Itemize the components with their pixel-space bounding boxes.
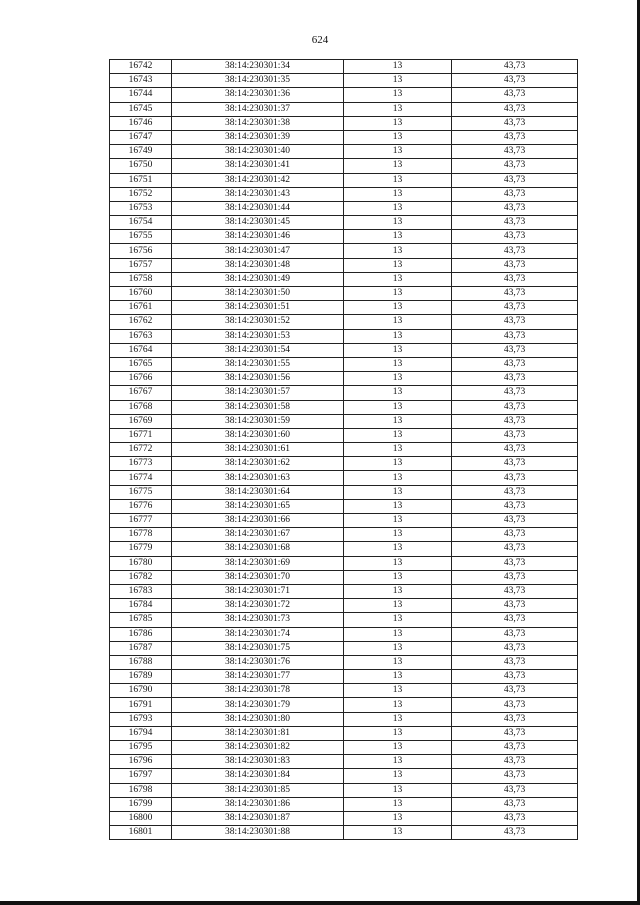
cadastral-number-cell: 38:14:230301:47 [172,244,344,258]
area-cell: 43,73 [452,201,578,215]
quantity-cell: 13 [344,712,452,726]
row-number-cell: 16756 [110,244,172,258]
table-row [110,272,578,286]
cadastral-number-cell: 38:14:230301:65 [172,499,344,513]
quantity-cell: 13 [344,244,452,258]
row-number-cell: 16799 [110,797,172,811]
table-row [110,684,578,698]
cadastral-number-cell: 38:14:230301:83 [172,755,344,769]
area-cell: 43,73 [452,783,578,797]
quantity-cell: 13 [344,499,452,513]
area-cell: 43,73 [452,684,578,698]
row-number-cell: 16787 [110,641,172,655]
cadastral-number-cell: 38:14:230301:68 [172,542,344,556]
cadastral-number-cell: 38:14:230301:73 [172,613,344,627]
area-cell: 43,73 [452,102,578,116]
cadastral-number-cell: 38:14:230301:45 [172,216,344,230]
cadastral-number-cell: 38:14:230301:42 [172,173,344,187]
area-cell: 43,73 [452,726,578,740]
table-row [110,145,578,159]
table-row [110,343,578,357]
quantity-cell: 13 [344,386,452,400]
cadastral-number-cell: 38:14:230301:44 [172,201,344,215]
table-row [110,287,578,301]
area-cell: 43,73 [452,499,578,513]
row-number-cell: 16790 [110,684,172,698]
row-number-cell: 16769 [110,414,172,428]
cadastral-number-cell: 38:14:230301:72 [172,599,344,613]
table-row [110,428,578,442]
table-row [110,216,578,230]
cadastral-number-cell: 38:14:230301:59 [172,414,344,428]
table-row [110,116,578,130]
row-number-cell: 16755 [110,230,172,244]
area-cell: 43,73 [452,414,578,428]
area-cell: 43,73 [452,741,578,755]
cadastral-number-cell: 38:14:230301:63 [172,471,344,485]
cadastral-number-cell: 38:14:230301:78 [172,684,344,698]
row-number-cell: 16788 [110,655,172,669]
area-cell: 43,73 [452,485,578,499]
row-number-cell: 16793 [110,712,172,726]
area-cell: 43,73 [452,357,578,371]
cadastral-number-cell: 38:14:230301:74 [172,627,344,641]
cadastral-number-cell: 38:14:230301:55 [172,357,344,371]
table-row [110,570,578,584]
area-cell: 43,73 [452,514,578,528]
area-cell: 43,73 [452,627,578,641]
row-number-cell: 16745 [110,102,172,116]
quantity-cell: 13 [344,88,452,102]
area-cell: 43,73 [452,655,578,669]
cadastral-number-cell: 38:14:230301:38 [172,116,344,130]
area-cell: 43,73 [452,556,578,570]
area-cell: 43,73 [452,570,578,584]
table-row [110,584,578,598]
table-row [110,258,578,272]
area-cell: 43,73 [452,230,578,244]
area-cell: 43,73 [452,641,578,655]
quantity-cell: 13 [344,74,452,88]
quantity-cell: 13 [344,258,452,272]
row-number-cell: 16764 [110,343,172,357]
table-row [110,201,578,215]
cadastral-number-cell: 38:14:230301:53 [172,329,344,343]
quantity-cell: 13 [344,528,452,542]
table-row [110,130,578,144]
area-cell: 43,73 [452,88,578,102]
row-number-cell: 16767 [110,386,172,400]
area-cell: 43,73 [452,584,578,598]
quantity-cell: 13 [344,428,452,442]
cadastral-number-cell: 38:14:230301:81 [172,726,344,740]
row-number-cell: 16747 [110,130,172,144]
area-cell: 43,73 [452,826,578,840]
row-number-cell: 16762 [110,315,172,329]
cadastral-number-cell: 38:14:230301:86 [172,797,344,811]
row-number-cell: 16796 [110,755,172,769]
quantity-cell: 13 [344,556,452,570]
quantity-cell: 13 [344,414,452,428]
table-row [110,670,578,684]
row-number-cell: 16783 [110,584,172,598]
table-row [110,528,578,542]
table-row [110,244,578,258]
row-number-cell: 16765 [110,357,172,371]
cadastral-number-cell: 38:14:230301:43 [172,187,344,201]
quantity-cell: 13 [344,584,452,598]
quantity-cell: 13 [344,287,452,301]
quantity-cell: 13 [344,570,452,584]
row-number-cell: 16777 [110,514,172,528]
cadastral-number-cell: 38:14:230301:87 [172,811,344,825]
cadastral-number-cell: 38:14:230301:36 [172,88,344,102]
row-number-cell: 16742 [110,60,172,74]
cadastral-number-cell: 38:14:230301:34 [172,60,344,74]
table-row [110,726,578,740]
quantity-cell: 13 [344,315,452,329]
cadastral-number-cell: 38:14:230301:79 [172,698,344,712]
row-number-cell: 16797 [110,769,172,783]
quantity-cell: 13 [344,655,452,669]
quantity-cell: 13 [344,741,452,755]
cadastral-number-cell: 38:14:230301:51 [172,301,344,315]
table-row [110,698,578,712]
quantity-cell: 13 [344,116,452,130]
row-number-cell: 16778 [110,528,172,542]
area-cell: 43,73 [452,287,578,301]
table-row [110,414,578,428]
area-cell: 43,73 [452,443,578,457]
quantity-cell: 13 [344,542,452,556]
quantity-cell: 13 [344,301,452,315]
table-row [110,173,578,187]
area-cell: 43,73 [452,428,578,442]
row-number-cell: 16776 [110,499,172,513]
row-number-cell: 16757 [110,258,172,272]
quantity-cell: 13 [344,514,452,528]
parcel-table [109,59,578,840]
area-cell: 43,73 [452,528,578,542]
table-row [110,88,578,102]
quantity-cell: 13 [344,102,452,116]
table-row [110,712,578,726]
area-cell: 43,73 [452,74,578,88]
quantity-cell: 13 [344,641,452,655]
row-number-cell: 16746 [110,116,172,130]
row-number-cell: 16743 [110,74,172,88]
table-row [110,811,578,825]
row-number-cell: 16800 [110,811,172,825]
area-cell: 43,73 [452,457,578,471]
table-row [110,499,578,513]
cadastral-number-cell: 38:14:230301:56 [172,372,344,386]
row-number-cell: 16768 [110,400,172,414]
quantity-cell: 13 [344,811,452,825]
quantity-cell: 13 [344,159,452,173]
cadastral-number-cell: 38:14:230301:49 [172,272,344,286]
quantity-cell: 13 [344,372,452,386]
row-number-cell: 16791 [110,698,172,712]
quantity-cell: 13 [344,230,452,244]
area-cell: 43,73 [452,670,578,684]
area-cell: 43,73 [452,372,578,386]
row-number-cell: 16771 [110,428,172,442]
cadastral-number-cell: 38:14:230301:80 [172,712,344,726]
quantity-cell: 13 [344,357,452,371]
table-row [110,159,578,173]
row-number-cell: 16801 [110,826,172,840]
cadastral-number-cell: 38:14:230301:82 [172,741,344,755]
quantity-cell: 13 [344,726,452,740]
area-cell: 43,73 [452,145,578,159]
table-row [110,769,578,783]
cadastral-number-cell: 38:14:230301:84 [172,769,344,783]
scan-edge-bottom [0,901,640,905]
quantity-cell: 13 [344,400,452,414]
row-number-cell: 16772 [110,443,172,457]
quantity-cell: 13 [344,329,452,343]
row-number-cell: 16754 [110,216,172,230]
table-row [110,74,578,88]
quantity-cell: 13 [344,670,452,684]
table-row [110,357,578,371]
quantity-cell: 13 [344,457,452,471]
cadastral-number-cell: 38:14:230301:75 [172,641,344,655]
table-row [110,230,578,244]
quantity-cell: 13 [344,145,452,159]
table-row [110,471,578,485]
row-number-cell: 16761 [110,301,172,315]
table-row [110,599,578,613]
quantity-cell: 13 [344,797,452,811]
cadastral-number-cell: 38:14:230301:58 [172,400,344,414]
cadastral-number-cell: 38:14:230301:35 [172,74,344,88]
table-row [110,315,578,329]
area-cell: 43,73 [452,769,578,783]
cadastral-number-cell: 38:14:230301:66 [172,514,344,528]
row-number-cell: 16749 [110,145,172,159]
table-row [110,443,578,457]
row-number-cell: 16744 [110,88,172,102]
cadastral-number-cell: 38:14:230301:46 [172,230,344,244]
quantity-cell: 13 [344,684,452,698]
area-cell: 43,73 [452,542,578,556]
quantity-cell: 13 [344,60,452,74]
quantity-cell: 13 [344,216,452,230]
table-row [110,102,578,116]
area-cell: 43,73 [452,187,578,201]
page-number: 624 [311,34,329,46]
table-row [110,613,578,627]
table-row [110,655,578,669]
row-number-cell: 16750 [110,159,172,173]
quantity-cell: 13 [344,272,452,286]
row-number-cell: 16798 [110,783,172,797]
area-cell: 43,73 [452,755,578,769]
quantity-cell: 13 [344,613,452,627]
quantity-cell: 13 [344,201,452,215]
table-row [110,372,578,386]
cadastral-number-cell: 38:14:230301:70 [172,570,344,584]
cadastral-number-cell: 38:14:230301:71 [172,584,344,598]
row-number-cell: 16760 [110,287,172,301]
cadastral-number-cell: 38:14:230301:85 [172,783,344,797]
cadastral-number-cell: 38:14:230301:37 [172,102,344,116]
table-row [110,514,578,528]
row-number-cell: 16782 [110,570,172,584]
area-cell: 43,73 [452,173,578,187]
area-cell: 43,73 [452,698,578,712]
cadastral-number-cell: 38:14:230301:52 [172,315,344,329]
table-row [110,60,578,74]
area-cell: 43,73 [452,216,578,230]
table-row [110,542,578,556]
area-cell: 43,73 [452,130,578,144]
cadastral-number-cell: 38:14:230301:77 [172,670,344,684]
quantity-cell: 13 [344,627,452,641]
area-cell: 43,73 [452,159,578,173]
row-number-cell: 16763 [110,329,172,343]
area-cell: 43,73 [452,811,578,825]
row-number-cell: 16795 [110,741,172,755]
cadastral-number-cell: 38:14:230301:57 [172,386,344,400]
table-row [110,741,578,755]
quantity-cell: 13 [344,471,452,485]
row-number-cell: 16774 [110,471,172,485]
cadastral-number-cell: 38:14:230301:54 [172,343,344,357]
row-number-cell: 16794 [110,726,172,740]
area-cell: 43,73 [452,301,578,315]
quantity-cell: 13 [344,826,452,840]
area-cell: 43,73 [452,315,578,329]
area-cell: 43,73 [452,400,578,414]
quantity-cell: 13 [344,599,452,613]
cadastral-number-cell: 38:14:230301:40 [172,145,344,159]
table-row [110,329,578,343]
cadastral-number-cell: 38:14:230301:67 [172,528,344,542]
area-cell: 43,73 [452,613,578,627]
row-number-cell: 16775 [110,485,172,499]
quantity-cell: 13 [344,443,452,457]
quantity-cell: 13 [344,130,452,144]
cadastral-number-cell: 38:14:230301:61 [172,443,344,457]
table-row [110,783,578,797]
area-cell: 43,73 [452,712,578,726]
quantity-cell: 13 [344,343,452,357]
row-number-cell: 16784 [110,599,172,613]
quantity-cell: 13 [344,173,452,187]
row-number-cell: 16753 [110,201,172,215]
row-number-cell: 16766 [110,372,172,386]
table-row [110,556,578,570]
quantity-cell: 13 [344,769,452,783]
table-row [110,400,578,414]
cadastral-number-cell: 38:14:230301:64 [172,485,344,499]
cadastral-number-cell: 38:14:230301:60 [172,428,344,442]
area-cell: 43,73 [452,272,578,286]
cadastral-number-cell: 38:14:230301:39 [172,130,344,144]
cadastral-number-cell: 38:14:230301:48 [172,258,344,272]
area-cell: 43,73 [452,258,578,272]
quantity-cell: 13 [344,698,452,712]
area-cell: 43,73 [452,797,578,811]
table-row [110,187,578,201]
area-cell: 43,73 [452,244,578,258]
cadastral-number-cell: 38:14:230301:69 [172,556,344,570]
row-number-cell: 16758 [110,272,172,286]
area-cell: 43,73 [452,329,578,343]
cadastral-number-cell: 38:14:230301:50 [172,287,344,301]
table-row [110,386,578,400]
quantity-cell: 13 [344,187,452,201]
area-cell: 43,73 [452,116,578,130]
row-number-cell: 16751 [110,173,172,187]
row-number-cell: 16786 [110,627,172,641]
table-row [110,627,578,641]
area-cell: 43,73 [452,386,578,400]
quantity-cell: 13 [344,485,452,499]
parcel-table-body [110,60,578,840]
cadastral-number-cell: 38:14:230301:62 [172,457,344,471]
row-number-cell: 16785 [110,613,172,627]
row-number-cell: 16780 [110,556,172,570]
row-number-cell: 16773 [110,457,172,471]
quantity-cell: 13 [344,783,452,797]
area-cell: 43,73 [452,599,578,613]
cadastral-number-cell: 38:14:230301:41 [172,159,344,173]
table-row [110,457,578,471]
quantity-cell: 13 [344,755,452,769]
table-row [110,797,578,811]
table-row [110,641,578,655]
row-number-cell: 16779 [110,542,172,556]
area-cell: 43,73 [452,471,578,485]
cadastral-number-cell: 38:14:230301:88 [172,826,344,840]
row-number-cell: 16789 [110,670,172,684]
area-cell: 43,73 [452,343,578,357]
table-row [110,755,578,769]
area-cell: 43,73 [452,60,578,74]
row-number-cell: 16752 [110,187,172,201]
cadastral-number-cell: 38:14:230301:76 [172,655,344,669]
table-row [110,485,578,499]
table-row [110,826,578,840]
table-row [110,301,578,315]
